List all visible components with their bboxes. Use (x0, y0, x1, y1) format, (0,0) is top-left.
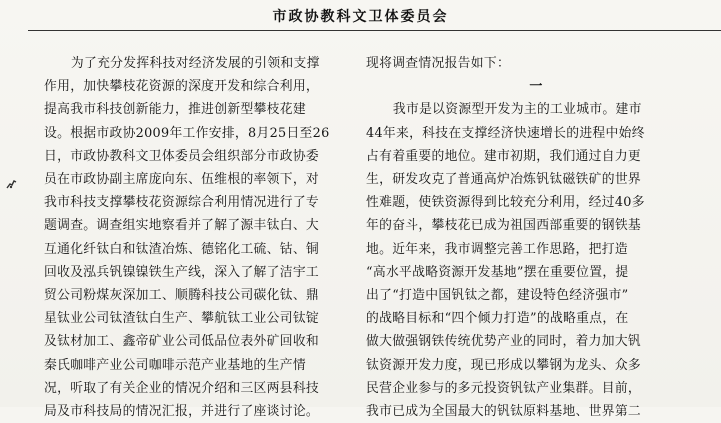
paragraph-line: 提高我市科技创新能力，推进创新型攀枝花建 (44, 102, 306, 118)
paragraph-line: 互通化纤钛白和钛渣冶炼、德铭化工硫、钴、铜 (44, 241, 320, 257)
paragraph-line: “高水平战略资源开发基地”摆在重要位置，提 (366, 264, 629, 280)
paragraph-line: 年的奋斗，攀枝花已成为祖国西部重要的钢铁基 (366, 218, 642, 234)
paragraph-line: 做大做强钢铁传统优势产业的同时，着力加大钒 (366, 334, 642, 350)
paragraph-line: 我市已成为全国最大的钒钛原料基地、世界第二 (366, 404, 642, 420)
paragraph-line: 生，研发攻克了普通高炉冶炼钒钛磁铁矿的世界 (366, 172, 642, 187)
paragraph-line: 的战略目标和“四个倾力打造”的战略重点，在 (366, 311, 629, 327)
paragraph-line: 题调查。调查组实地察看并了解了源丰钛白、大 (44, 218, 320, 234)
paragraph-line: 钛资源开发力度，现已形成以攀钢为龙头、众多 (366, 357, 642, 373)
intro-line: 现将调查情况报告如下： (366, 56, 511, 71)
scan-mark-icon (4, 176, 20, 192)
paragraph-line: 员在市政协副主席庞向东、伍维根的率领下，对 (44, 172, 320, 188)
paragraph-line: 民营企业参与的多元投资钒钛产业集群。目前， (366, 380, 642, 396)
paragraph-line: 贸公司粉煤灰深加工、顺腾科技公司碳化钛、鼎 (44, 288, 320, 304)
paragraph-line: 设。根据市政协2009年工作安排，8月25日至26 (44, 125, 330, 141)
right-column (366, 52, 706, 423)
paragraph-line: 及钛材加工、鑫帝矿业公司低品位表外矿回收和 (44, 334, 320, 350)
paragraph-line: 回收及泓兵钒镍镍铁生产线，深入了解了洁宇工 (44, 264, 320, 280)
paragraph-line: 况，听取了有关企业的情况介绍和三区两县科技 (44, 380, 320, 396)
paragraph-line: 秦氏咖啡产业公司咖啡示范产业基地的生产情 (44, 357, 306, 373)
left-column (44, 52, 350, 423)
paragraph-line: 占有着重要的地位。建市初期，我们通过自力更 (366, 148, 642, 164)
paragraph-line: 我市是以资源型开发为主的工业城市。建市 (392, 102, 642, 118)
running-header: 市政协教科文卫体委员会 (272, 9, 449, 25)
paragraph-line: 局及市科技局的情况汇报，并进行了座谈讨论。 (44, 404, 320, 420)
paragraph-line: 44年来，科技在支撑经济快速增长的进程中始终 (366, 125, 645, 141)
section-number (366, 75, 706, 98)
paragraph-line: 为了充分发挥科技对经济发展的引领和支撑 (70, 56, 320, 71)
paragraph-line: 星钛业公司钛渣钛白生产、攀航钛工业公司钛锭 (44, 311, 320, 327)
section-number-label: 一 (529, 79, 543, 95)
paragraph-line: 性难题，使铁资源得到比较充分利用，经过40多 (366, 195, 645, 211)
paragraph-line: 出了“打造中国钒钛之都，建设特色经济强市” (366, 288, 629, 304)
paragraph-line: 地。近年来，我市调整完善工作思路，把打造 (366, 241, 628, 257)
header-rule (28, 30, 721, 31)
paragraph-line: 作用，加快攀枝花资源的深度开发和综合利用， (44, 79, 320, 95)
paragraph-line: 我市科技支撑攀枝花资源综合利用情况进行了专 (44, 195, 320, 211)
paragraph-line: 日，市政协教科文卫体委员会组织部分市政协委 (44, 148, 320, 164)
